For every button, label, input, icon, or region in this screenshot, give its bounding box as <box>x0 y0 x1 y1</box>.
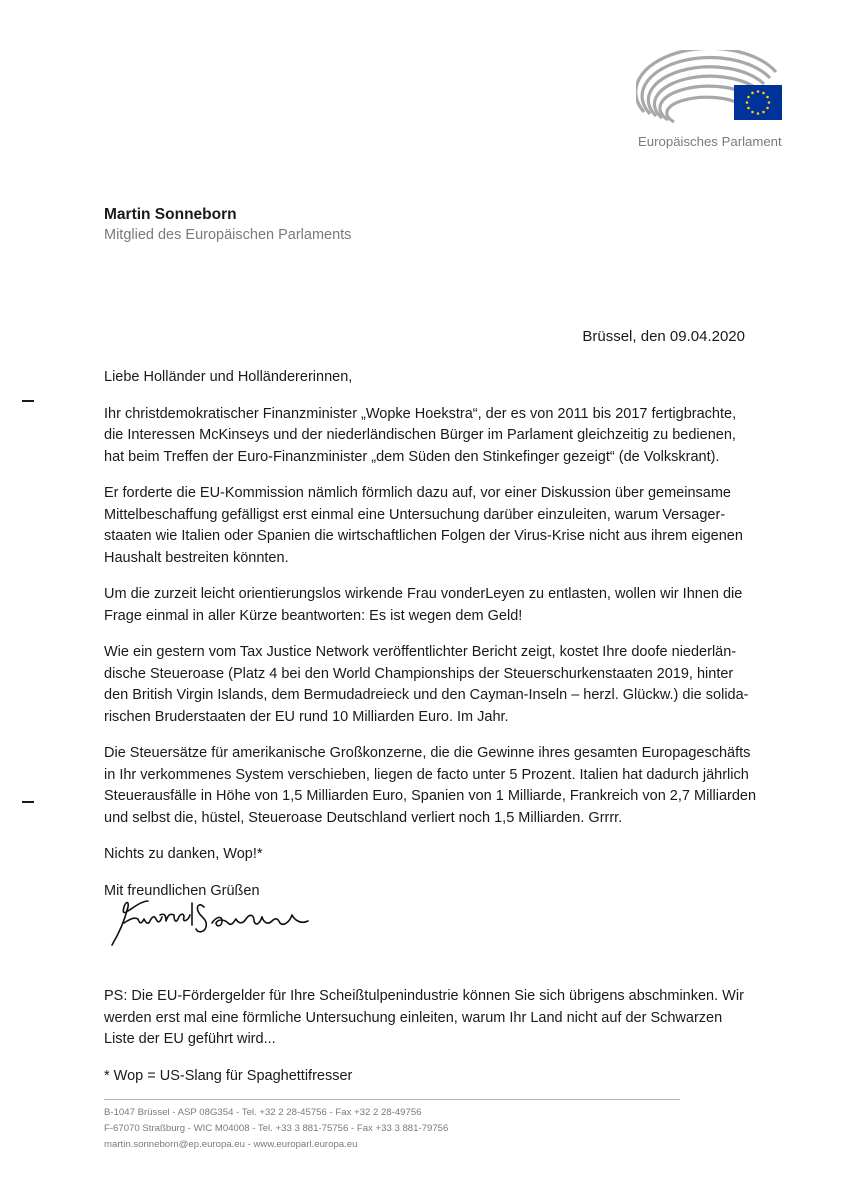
footer-contact <box>104 1105 448 1153</box>
text-line: Liste der EU geführt wird... <box>104 1031 276 1047</box>
text-line: * Wop = US-Slang für Spaghettifresser <box>104 1067 353 1084</box>
text-line: Steuerausfälle in Höhe von 1,5 Milliarden Euro, Spanien von 1 Milliarde, Frankreich von 2,7 Milliarden <box>104 788 757 804</box>
text-line: rischen Bruderstaaten der EU rund 10 Milliarden Euro. Im Jahr. <box>104 708 509 725</box>
sender-name: Martin Sonneborn <box>104 206 237 223</box>
footer-divider <box>104 1099 680 1100</box>
eu-star-icon <box>751 92 754 95</box>
text-line: den British Virgin Islands, dem Bermudadreieck und den Cayman-Inseln – herzl. Glückw.) die solida- <box>104 687 749 703</box>
eu-flag-icon <box>734 85 782 120</box>
logo-text: Europäisches Parlament <box>638 134 782 149</box>
eu-star-icon <box>766 96 769 99</box>
fold-mark <box>22 400 34 402</box>
text-line: die Interessen McKinseys und der niederländischen Bürger im Parlament gleichzeitig zu bedienen, <box>104 427 736 443</box>
handwritten-signature <box>104 893 334 955</box>
text-line: Er forderte die EU-Kommission nämlich förmlich dazu auf, vor einer Diskussion über gemeinsame <box>104 485 731 501</box>
paragraph <box>104 404 764 469</box>
footer-line: B-1047 Brüssel - ASP 08G354 - Tel. +32 2 28-45756 - Fax +32 2 28-49756 <box>104 1107 422 1118</box>
eu-star-icon <box>746 101 749 104</box>
eu-star-icon <box>762 111 765 114</box>
text-line: staaten wie Italien oder Spanien die wirtschaftlichen Folgen der Virus-Krise nicht aus ihrem eigenen <box>104 528 743 544</box>
text-line: und selbst die, hüstel, Steueroase Deutschland verliert noch 1,5 Milliarden. Grrrr. <box>104 809 623 826</box>
ps-paragraphs <box>104 986 764 1087</box>
postscript <box>104 986 764 1102</box>
letter-date: Brüssel, den 09.04.2020 <box>582 328 745 345</box>
text-line: Frage einmal in aller Kürze beantworten: Es ist wegen dem Geld! <box>104 607 523 624</box>
paragraph <box>104 844 764 866</box>
fold-mark <box>22 801 34 803</box>
eu-star-icon <box>762 92 765 95</box>
text-line: hat beim Treffen der Euro-Finanzminister „dem Süden den Stinkefinger gezeigt“ (de Volkskrant). <box>104 448 720 465</box>
text-line: Die Steuersätze für amerikanische Großkonzerne, die die Gewinne ihres gesamten Europageschäfts <box>104 745 751 761</box>
sender-role: Mitglied des Europäischen Parlaments <box>104 227 352 243</box>
letter-body <box>104 367 764 917</box>
footer-line: martin.sonneborn@ep.europa.eu - www.europarl.europa.eu <box>104 1139 358 1150</box>
eu-star-icon <box>768 101 771 104</box>
paragraph <box>104 1066 764 1088</box>
text-line: in Ihr verkommenes System verschieben, liegen de facto unter 5 Prozent. Italien hat dadurch jährlich <box>104 766 749 783</box>
footer-line: F-67070 Straßburg - WIC M04008 - Tel. +33 3 881-75756 - Fax +33 3 881-79756 <box>104 1123 449 1134</box>
eu-star-icon <box>757 90 760 93</box>
eu-star-icon <box>766 107 769 110</box>
paragraph <box>104 986 764 1051</box>
eu-star-icon <box>751 111 754 114</box>
paragraph <box>104 483 764 569</box>
text-line: Haushalt bestreiten könnten. <box>104 549 289 566</box>
eu-star-icon <box>747 96 750 99</box>
letter-paragraphs <box>104 404 764 903</box>
text-line: werden erst mal eine förmliche Untersuchung einleiten, warum Ihr Land nicht auf der Schwarzen <box>104 1009 723 1026</box>
paragraph <box>104 584 764 627</box>
text-line: Wie ein gestern vom Tax Justice Network veröffentlichter Bericht zeigt, kostet Ihre doofe niederlän- <box>104 644 737 660</box>
text-line: Mittelbeschaffung gefälligst erst einmal eine Untersuchung darüber einzuleiten, warum Versager- <box>104 506 726 523</box>
eu-star-icon <box>747 107 750 110</box>
eu-star-icon <box>757 112 760 115</box>
text-line: Um die zurzeit leicht orientierungslos wirkende Frau vonderLeyen zu entlasten, wollen wir Ihnen die <box>104 586 743 602</box>
text-line: Nichts zu danken, Wop!* <box>104 846 263 862</box>
text-line: Ihr christdemokratischer Finanzminister „Wopke Hoekstra“, der es von 2011 bis 2017 fertigbrachte, <box>104 405 737 422</box>
salutation: Liebe Holländer und Holländererinnen, <box>104 369 353 385</box>
text-line: Mit freundlichen Grüßen <box>104 882 260 899</box>
text-line: dische Steueroase (Platz 4 bei den World Championships der Steuerschurkenstaaten 2019, hinter <box>104 665 734 682</box>
paragraph <box>104 743 764 829</box>
paragraph <box>104 642 764 728</box>
text-line: PS: Die EU-Fördergelder für Ihre Scheißtulpenindustrie können Sie sich übrigens abschminken. Wir <box>104 988 744 1004</box>
